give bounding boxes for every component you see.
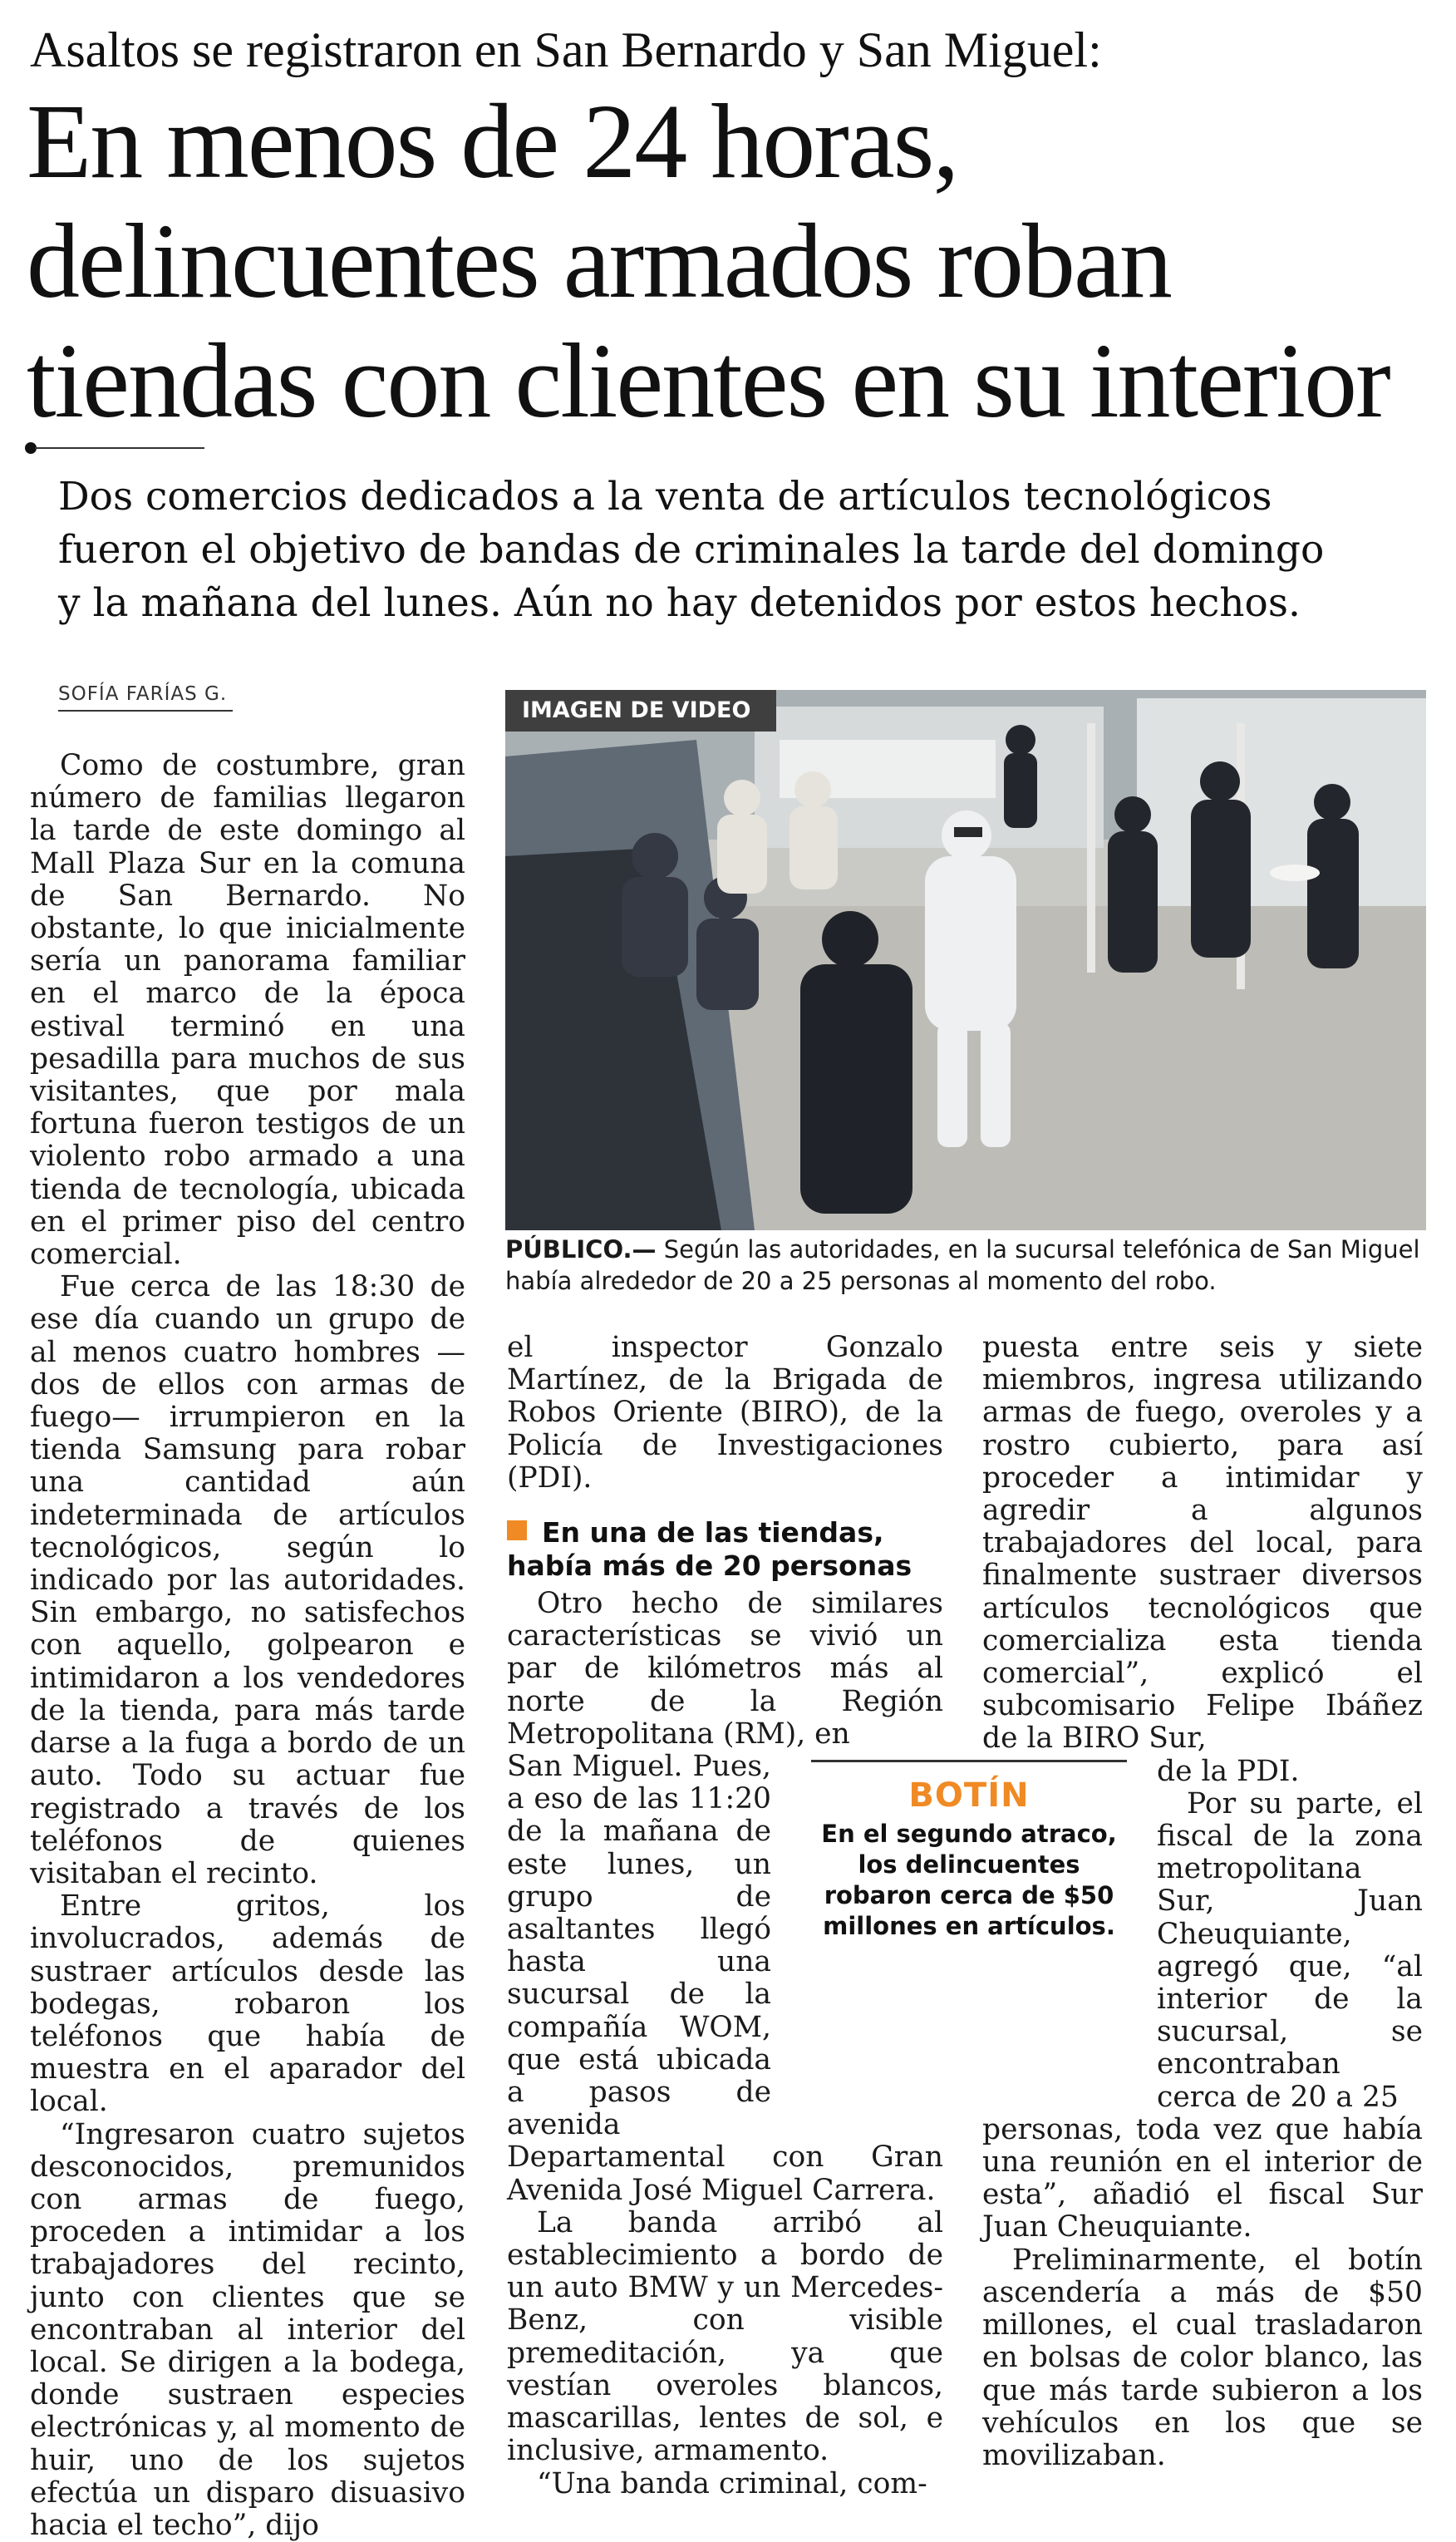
headline [27,81,1448,441]
divider [35,447,204,449]
boxout-line: En el segundo atraco, [821,1820,1117,1848]
paragraph: personas, toda vez que había una reunión en el interior de esta”, añadió el fiscal Sur Juan Cheuquiante. [982,2112,1423,2244]
kicker: Asaltos se registraron en San Bernardo y San Miguel: [30,22,1102,77]
boxout-line: millones en artículos. [823,1912,1115,1940]
boxout-body [811,1819,1127,1942]
deck-line: fueron el objetivo de bandas de criminales la tarde del domingo [58,527,1325,573]
bullet-rule [25,442,204,454]
caption-text: había alrededor de 20 a 25 personas al momento del robo. [505,1267,1217,1295]
boxout-line: los delincuentes [858,1850,1080,1879]
paragraph: La banda arribó al establecimiento a bordo de un auto BMW y un Mercedes-Benz, con visible premeditación, ya que vestían overoles blancos, mascarillas, lentes de sol, e inclusive, armamento. [507,2205,943,2468]
paragraph: de la PDI. [1157,1754,1300,1788]
photo-tag: IMAGEN DE VIDEO [505,690,776,732]
deck-line: Dos comercios dedicados a la venta de artículos tecnológicos [58,474,1272,520]
boxout-line: robaron cerca de $50 [824,1881,1114,1909]
headline-line: delincuentes armados roban [27,202,1171,320]
boxout-title: BOTÍN [908,1776,1030,1815]
caption-text: Según las autoridades, en la sucursal telefónica de San Miguel [656,1235,1420,1264]
paragraph: Preliminarmente, el botín ascendería a más de $50 millones, el cual trasladaron en bolsas de color blanco, las que más tarde subieron a los vehículos en los que se movilizaban. [982,2243,1423,2472]
caption-lead: PÚBLICO.— [505,1235,657,1264]
paragraph: puesta entre seis y siete miembros, ingresa utilizando armas de fuego, overoles y a rostro cubierto, para así proceder a intimidar y agredir a algunos trabajadores del local, para finalmente sustraer diversos artículos tecnológicos que comercializa esta tienda comercial”, explicó el subcomisario Felipe Ibáñez de la BIRO Sur, [982,1331,1423,1756]
paragraph: San Miguel. Pues, a eso de las 11:20 de la mañana de este lunes, un grupo de asaltantes llegó hasta una sucursal de la compañía WOM, que está ubicada a pasos de avenida [507,1750,771,2142]
headline-line: tiendas con clientes en su interior [27,322,1390,440]
boxout [811,1760,1127,1962]
paragraph: “Ingresaron cuatro sujetos desconocidos, premunidos con armas de fuego, proceden a intimidar a los trabajadores del recinto, junto con clientes que se encontraban al interior del local. Se dirigen a la bodega, donde sustraen especies electrónicas y, al momento de huir, uno de los sujetos efectúa un disparo disuasivo hacia el techo”, dijo [30,2117,465,2542]
paragraph: Como de costumbre, gran número de familias llegaron la tarde de este domingo al Mall Plaza Sur en la comuna de San Bernardo. No obstante, lo que inicialmente sería un panorama familiar en el marco de la época estival terminó en una pesadilla para muchos de sus visitantes, que por mala fortuna fueron testigos de un violento robo armado a una tienda de tecnología, ubicada en el primer piso del centro comercial. [30,749,465,1272]
paragraph: Entre gritos, los involucrados, además de sustraer artículos desde las bodegas, robaron los teléfonos que había de muestra en el aparador del local. [30,1889,465,2119]
paragraph: Departamental con Gran Avenida José Miguel Carrera. [507,2141,943,2207]
subhead [507,1516,943,1583]
store-scene-illustration [505,690,1426,1230]
orange-square-icon [507,1520,527,1540]
paragraph: Por su parte, el fiscal de la zona metropolitana Sur, Juan Cheuquiante, agregó que, “al interior de la sucursal, se encontraban cerca de 20 a 25 [1157,1786,1423,2114]
column-1 [30,750,465,2542]
paragraph: “Una banda criminal, com- [537,2466,927,2500]
photo-caption [505,1234,1428,1297]
deck-line: y la mañana del lunes. Aún no hay detenidos por estos hechos. [58,580,1301,626]
deck [58,470,1404,630]
paragraph: Fue cerca de las 18:30 de ese día cuando un grupo de al menos cuatro hombres —dos de ellos con armas de fuego— irrumpieron en la tienda Samsung para robar una cantidad aún indeterminada de artículos tecnológicos, según lo indicado por las autoridades. Sin embargo, no satisfechos con aquello, golpearon e intimidaron a los vendedores de la tienda, para más tarde darse a la fuga a bordo de un auto. Todo su actuar fue registrado a través de los teléfonos de quienes visitaban el recinto. [30,1270,465,1890]
byline: SOFÍA FARÍAS G. [58,683,233,712]
paragraph: el inspector Gonzalo Martínez, de la Brigada de Robos Oriente (BIRO), de la Policía de Investigaciones (PDI). [507,1331,943,1495]
subhead-text: En una de las tiendas, había más de 20 personas [507,1516,912,1583]
headline-line: En menos de 24 horas, [27,82,958,200]
paragraph: Otro hecho de similares características se vivió un par de kilómetros más al norte de la Región Metropolitana (RM), en [507,1587,943,1751]
news-photo [505,690,1426,1230]
